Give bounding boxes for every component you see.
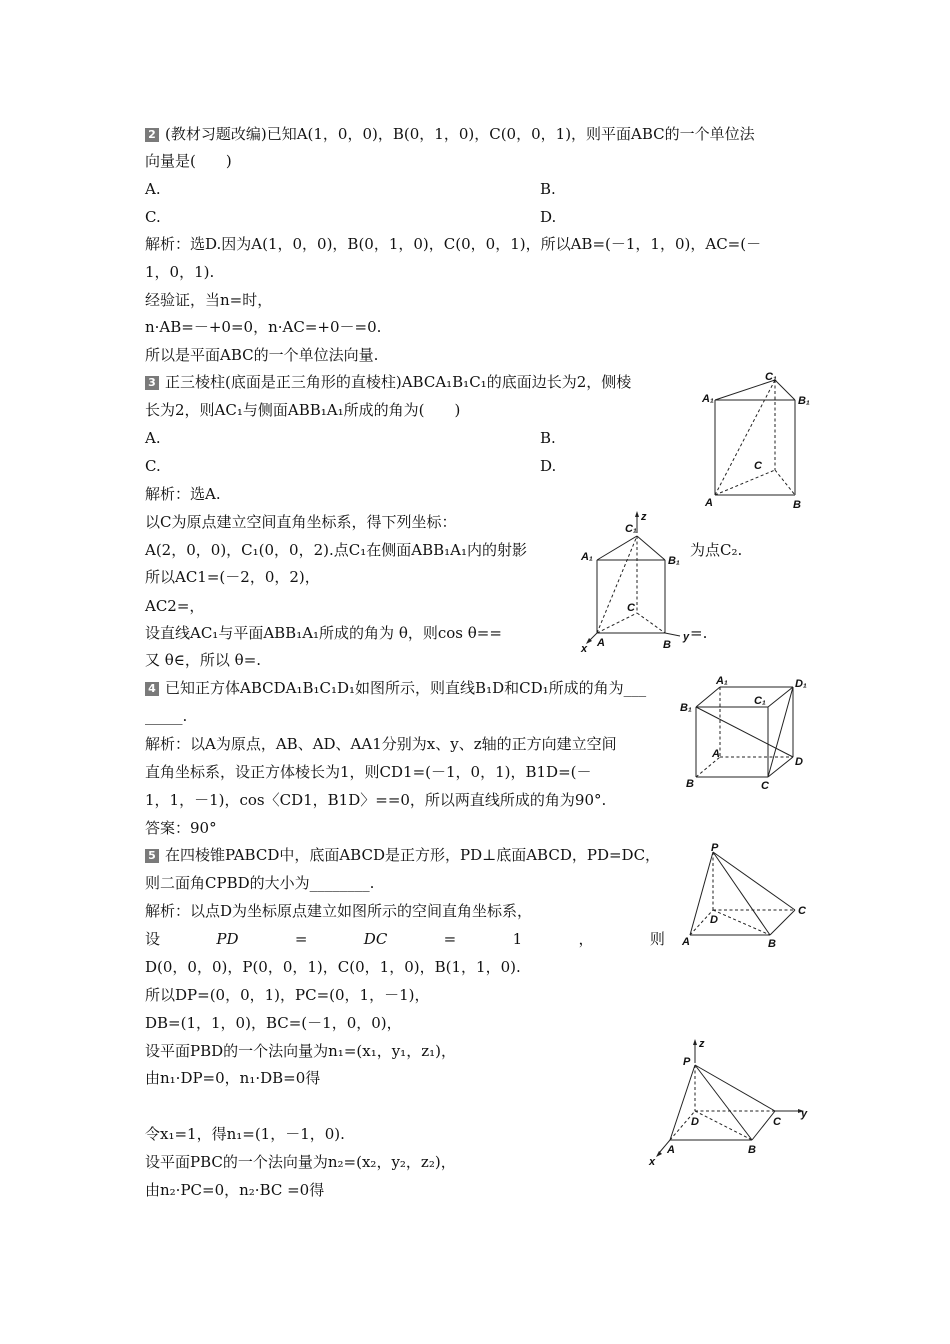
q4-stem-line2: _____. [145,707,188,725]
q3-solution-line3-tail: 为点C₂. [690,541,743,559]
q5-stem-line1: 5 在四棱锥PABCD中，底面ABCD是正方形，PD⊥底面ABCD，PD=DC， [145,845,660,865]
prism-label-c: C [754,460,762,472]
q2-option-b: B. [540,180,556,198]
q5-solution-line4: 所以DP=(0，0，1)，PC=(0，1，－1)， [145,986,430,1004]
q3-number-badge: 3 [145,376,159,390]
q4-solution-line2: 直角坐标系，设正方体棱长为1，则CD1=(－1，0，1)，B1D=(－ [145,763,592,781]
pyramid-axes-label-a: A [667,1144,675,1156]
q2-solution-line2: 1，0，1). [145,263,215,281]
q2-stem-line1: 2 (教材习题改编)已知A(1，0，0)，B(0，1，0)，C(0，0，1)，则平面ABC的一个单位法 [145,124,755,144]
q2-option-c: C. [145,208,161,226]
prism-axes-label-y: y [683,631,690,643]
q5-solution-line3: D(0，0，0)，P(0，0，1)，C(0，1，0)，B(1，1，0). [145,958,521,976]
q3-solution-line7: 又 θ∈，所以 θ=. [145,651,262,669]
q3-option-d: D. [540,457,557,475]
cube-label-a1: A₁ [716,675,728,687]
q3-stem-line2: 长为2，则AC₁与侧面ABB₁A₁所成的角为( ) [145,401,461,419]
q5-solution-line8: 令x₁=1，得n₁=(1，－1，0). [145,1125,345,1143]
q2-solution-line1: 解析：选D.因为A(1，0，0)，B(0，1，0)，C(0，0，1)，所以AB=(－1，1，0)，AC=(－ [145,235,762,253]
q3-solution-line6: 设直线AC₁与平面ABB₁A₁所成的角为 θ，则cos θ== [145,624,502,642]
prism-axes-label-b1: B₁ [668,555,680,567]
q5-solution-line7: 由n₁·DP=0，n₁·DB=0得 [145,1069,321,1087]
cube-label-b1: B₁ [680,702,692,714]
q5-solution-line2: 设 PD = DC = 1 ， 则 [145,930,665,948]
prism-figure [700,370,820,515]
prism-axes-figure [575,508,700,656]
q2-solution-line4: n·AB=－+0=0，n·AC=+0－=0. [145,318,382,336]
q3-option-c: C. [145,457,161,475]
q4-number-badge: 4 [145,682,159,696]
prism-axes-label-a: A [597,637,605,649]
prism-axes-label-z: z [641,511,647,523]
prism-label-b: B [793,499,801,511]
q2-stem-line2: 向量是( ) [145,152,232,170]
q5-solution-line5: DB=(1，1，0)，BC=(－1，0，0)， [145,1014,402,1032]
pyramid-axes-label-y: y [801,1108,808,1120]
pyramid-axes-label-b: B [748,1144,756,1156]
q2-solution-line3: 经验证，当n=时， [145,291,273,309]
q4-solution-line1: 解析：以A为原点，AB、AD、AA1分别为x、y、z轴的正方向建立空间 [145,735,617,753]
pyramid-axes-label-x: x [649,1156,656,1168]
cube-label-c1: C₁ [754,695,766,707]
q3-solution-line5: AC2=， [145,597,205,615]
q5-solution-line9: 设平面PBC的一个法向量为n₂=(x₂，y₂，z₂)， [145,1153,456,1171]
cube-label-d: D [795,756,803,768]
q2-option-a: A. [145,180,161,198]
pyramid-label-a: A [682,936,690,948]
prism-label-a1: A₁ [702,393,714,405]
q5-stem-line2: 则二面角CPBD的大小为________. [145,874,375,892]
pyramid-label-p: P [711,842,719,854]
cube-figure [678,673,813,798]
q3-solution-line6-tail: =. [690,624,708,642]
prism-label-c1: C₁ [765,371,777,383]
q2-number-badge: 2 [145,128,159,142]
q3-option-b: B. [540,429,556,447]
prism-axes-label-c: C [627,602,635,614]
q3-solution-line3: A(2，0，0)，C₁(0，0，2).点C₁在侧面ABB₁A₁内的射影 [145,541,527,559]
q3-solution-line2: 以C为原点建立空间直角坐标系，得下列坐标： [145,513,457,531]
cube-label-d1: D₁ [795,678,807,690]
pyramid-axes-label-p: P [683,1056,691,1068]
prism-label-a: A [705,497,713,509]
pyramid-axes-label-c: C [773,1116,781,1128]
pyramid-label-b: B [768,938,776,950]
q2-solution-line5: 所以是平面ABC的一个单位法向量. [145,346,379,364]
pyramid-axes-label-z: z [699,1038,705,1050]
pyramid-figure [678,840,813,955]
pyramid-axes-label-d: D [691,1116,699,1128]
pyramid-label-d: D [710,914,718,926]
q5-solution-line10: 由n₂·PC=0，n₂·BC =0得 [145,1181,325,1199]
q5-number-badge: 5 [145,849,159,863]
q3-stem-line1: 3 正三棱柱(底面是正三角形的直棱柱)ABCA₁B₁C₁的底面边长为2，侧棱 [145,372,631,392]
q4-answer: 答案：90° [145,819,217,837]
q3-option-a: A. [145,429,161,447]
cube-label-b: B [686,778,694,790]
prism-axes-label-c1: C₁ [625,523,637,535]
cube-label-c: C [761,780,769,792]
q3-solution-line1: 解析：选A. [145,485,221,503]
q5-solution-line1: 解析：以点D为坐标原点建立如图所示的空间直角坐标系， [145,902,533,920]
q3-solution-line4: 所以AC1=(－2，0，2)， [145,568,320,586]
prism-axes-label-b: B [663,639,671,651]
prism-label-b1: B₁ [798,395,810,407]
prism-axes-label-x: x [581,643,588,655]
pyramid-axes-figure [645,1035,815,1170]
prism-axes-label-a1: A₁ [581,551,593,563]
q2-option-d: D. [540,208,557,226]
q5-solution-line6: 设平面PBD的一个法向量为n₁=(x₁，y₁，z₁)， [145,1042,456,1060]
cube-label-a: A [712,748,720,760]
q4-stem-line1: 4 已知正方体ABCDA₁B₁C₁D₁如图所示，则直线B₁D和CD₁所成的角为___ [145,678,646,698]
q4-solution-line3: 1，1，－1)，cos〈CD1，B1D〉==0，所以两直线所成的角为90°. [145,791,607,809]
pyramid-label-c: C [798,905,806,917]
